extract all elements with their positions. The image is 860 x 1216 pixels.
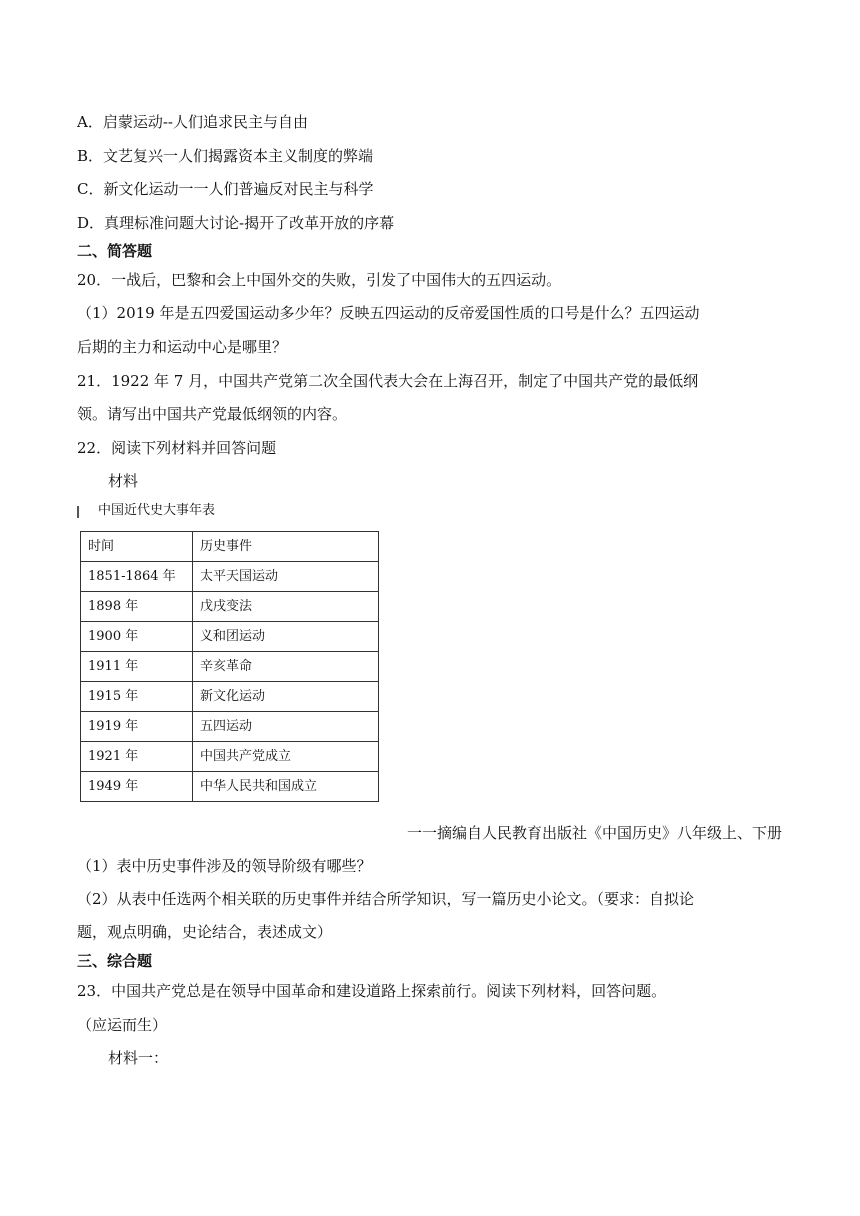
table-row [81,742,379,772]
table-cell-event: 中国共产党成立 [193,742,379,772]
table-row [81,682,379,712]
table-title-mark [77,506,79,518]
question-23-tag: （应运而生） [77,1016,168,1034]
section-heading-comprehensive: 三、综合题 [77,952,153,970]
table-row [81,772,379,802]
option-d: D．真理标准问题大讨论-揭开了改革开放的序幕 [77,214,395,232]
table-source: 一一摘编自人民教育出版社《中国历史》八年级上、下册 [406,824,782,842]
table-cell-event: 新文化运动 [193,682,379,712]
question-20-stem: 20．一战后，巴黎和会上中国外交的失败，引发了中国伟大的五四运动。 [77,271,562,289]
table-cell-time: 1900 年 [81,622,193,652]
question-21-line1: 21．1922 年 7 月，中国共产党第二次全国代表大会在上海召开，制定了中国共产党的最低纲 [77,372,699,390]
table-cell-time: 1921 年 [81,742,193,772]
events-table [80,531,379,802]
option-a: A．启蒙运动--人们追求民主与自由 [77,113,308,131]
question-22-sub1: （1）表中历史事件涉及的领导阶级有哪些？ [77,857,372,875]
table-cell-time: 1919 年 [81,712,193,742]
question-21-line2: 领。请写出中国共产党最低纲领的内容。 [77,405,348,423]
question-22-stem: 22．阅读下列材料并回答问题 [77,439,277,457]
table-cell-time: 1898 年 [81,592,193,622]
table-cell-event: 中华人民共和国成立 [193,772,379,802]
option-b: B．文艺复兴一人们揭露资本主义制度的弊端 [77,147,374,165]
table-cell-time: 1949 年 [81,772,193,802]
question-22-sub2-line1: （2）从表中任选两个相关联的历史事件并结合所学知识，写一篇历史小论文。（要求：自拟论 [77,890,695,908]
question-23-stem: 23．中国共产党总是在领导中国革命和建设道路上探索前行。阅读下列材料，回答问题。 [77,982,667,1000]
table-row [81,592,379,622]
table-cell-time: 1911 年 [81,652,193,682]
option-c: C．新文化运动一一人们普遍反对民主与科学 [77,180,374,198]
material-one-label: 材料一： [108,1049,169,1067]
table-header-time: 时间 [81,532,193,562]
table-cell-event: 戊戌变法 [193,592,379,622]
section-heading-short-answer: 二、简答题 [77,242,153,260]
table-row [81,622,379,652]
table-header-event: 历史事件 [193,532,379,562]
table-cell-time: 1851-1864 年 [81,562,193,592]
question-20-sub1-line1: （1）2019 年是五四爱国运动多少年？反映五四运动的反帝爱国性质的口号是什么？五四运动 [77,304,700,322]
table-header-row [81,532,379,562]
table-row [81,562,379,592]
question-22-sub2-line2: 题，观点明确，史论结合，表述成文） [77,923,333,941]
table-cell-time: 1915 年 [81,682,193,712]
table-row [81,652,379,682]
table-title: 中国近代史大事年表 [98,503,216,518]
table-cell-event: 五四运动 [193,712,379,742]
material-label: 材料 [108,472,139,490]
table-row [81,712,379,742]
table-cell-event: 义和团运动 [193,622,379,652]
question-20-sub1-line2: 后期的主力和运动中心是哪里？ [77,338,288,356]
table-cell-event: 太平天国运动 [193,562,379,592]
table-cell-event: 辛亥革命 [193,652,379,682]
